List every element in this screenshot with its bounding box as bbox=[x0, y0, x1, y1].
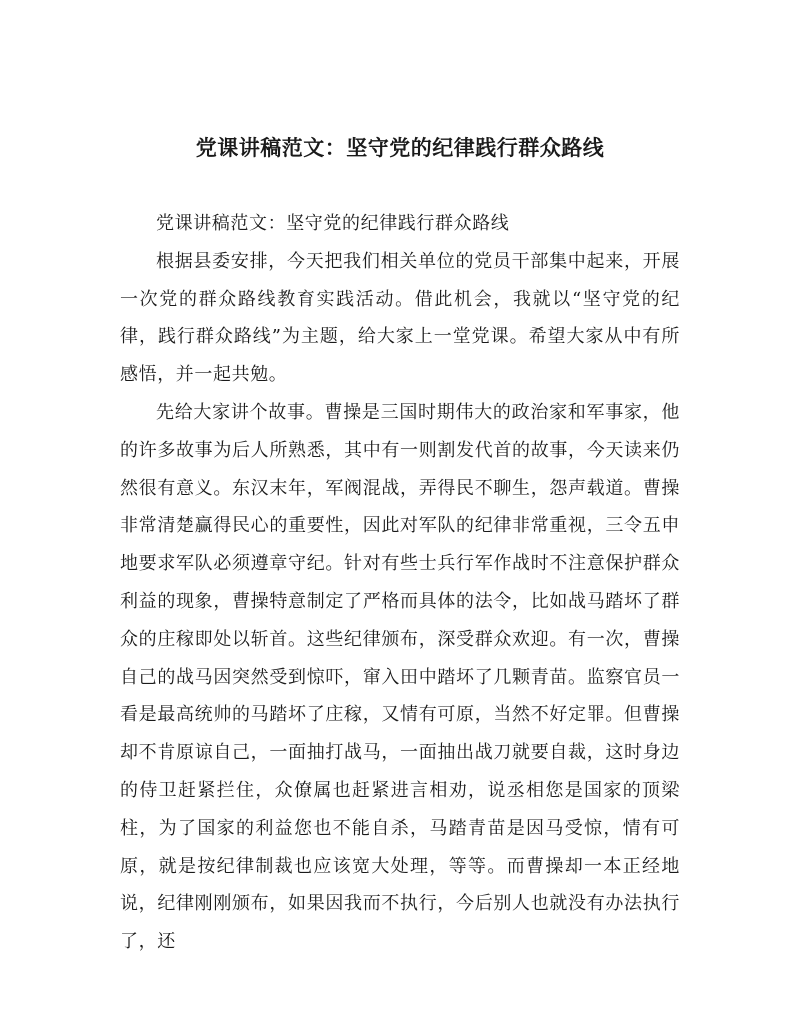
document-title: 党课讲稿范文：坚守党的纪律践行群众路线 bbox=[195, 136, 605, 160]
document-body bbox=[120, 205, 680, 961]
paragraph-subtitle: 党课讲稿范文：坚守党的纪律践行群众路线 bbox=[156, 213, 510, 234]
paragraph-story: 先给大家讲个故事。曹操是三国时期伟大的政治家和军事家，他的许多故事为后人所熟悉，其中有一则割发代首的故事，今天读来仍然很有意义。东汉末年，军阀混战，弄得民不聊生，怨声载道。曹操非常清楚赢得民心的重要性，因此对军队的纪律非常重视，三令五申地要求军队必须遵章守纪。针对有些士兵行军作战时不注意保护群众利益的现象，曹操特意制定了严格而具体的法令，比如战马踏坏了群众的庄稼即处以斩首。这些纪律颁布，深受群众欢迎。有一次，曹操自己的战马因突然受到惊吓，窜入田中踏坏了几颗青苗。监察官员一看是最高统帅的马踏坏了庄稼，又情有可原，当然不好定罪。但曹操却不肯原谅自己，一面抽打战马，一面抽出战刀就要自裁，这时身边的侍卫赶紧拦住，众僚属也赶紧进言相劝，说丞相您是国家的顶梁柱，为了国家的利益您也不能自杀，马踏青苗是因马受惊，情有可原，就是按纪律制裁也应该宽大处理，等等。而曹操却一本正经地说，纪律刚刚颁布，如果因我而不执行，今后别人也就没有办法执行了，还 bbox=[120, 401, 680, 953]
paragraph-intro: 根据县委安排，今天把我们相关单位的党员干部集中起来，开展一次党的群众路线教育实践活动。借此机会，我就以“坚守党的纪律，践行群众路线”为主题，给大家上一堂党课。希望大家从中有所感悟，并一起共勉。 bbox=[120, 250, 680, 386]
